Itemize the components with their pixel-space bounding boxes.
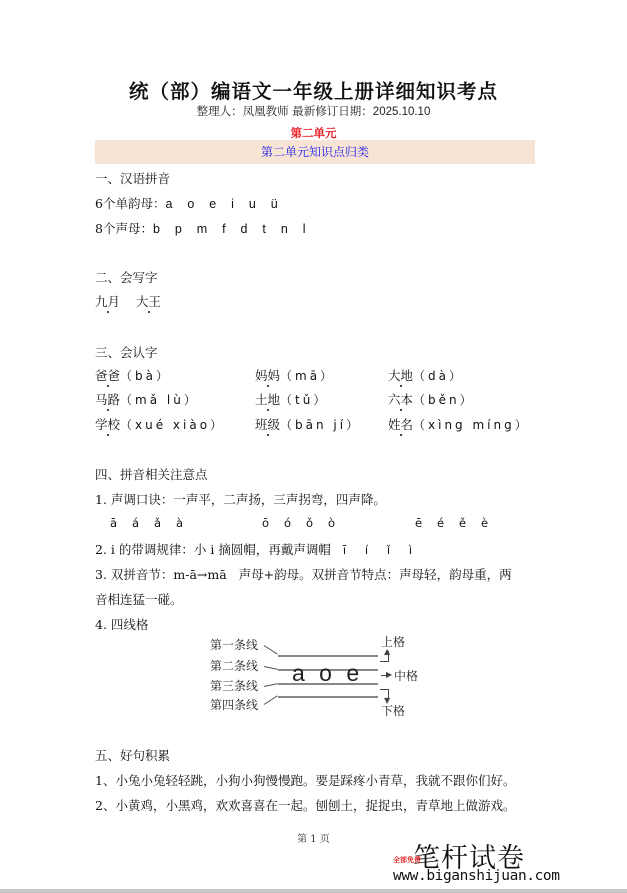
recognize-word: 大地 xyxy=(388,368,414,383)
recognize-word: 班级 xyxy=(255,417,281,432)
section-heading-notes: 四、拼音相关注意点 xyxy=(95,467,208,482)
sentence-item-1: 1、小兔小兔轻轻跳，小狗小狗慢慢跑。要是踩疼小青草，我就不跟你们好。 xyxy=(95,773,516,788)
recognize-pinyin: （bān jí） xyxy=(280,418,362,432)
recognize-word: 学校 xyxy=(95,417,121,432)
document-subtitle xyxy=(0,103,627,119)
tone-mark: à xyxy=(176,516,184,530)
upper-cell-label: 上格 xyxy=(381,635,406,649)
recognize-item xyxy=(95,415,225,433)
guide-line-1 xyxy=(278,655,378,657)
write-word-2: 大王 xyxy=(136,294,162,309)
tone-mark: ǐ xyxy=(386,543,391,557)
tone-mark: ǒ xyxy=(306,516,314,530)
line-label-4: 第四条线 xyxy=(210,698,259,712)
watermark-url[interactable]: www.biganshijuan.com xyxy=(393,868,560,884)
tone-mark: ē xyxy=(415,516,423,530)
initials-label: 8个声母： xyxy=(95,221,153,236)
lower-cell-label: 下格 xyxy=(381,704,406,718)
watermark-brand: 笔杆试卷 xyxy=(413,843,525,874)
recognize-pinyin: （xìng míng） xyxy=(413,418,530,432)
guide-line-4 xyxy=(278,696,378,698)
tone-mark: ō xyxy=(262,516,270,530)
initials-line xyxy=(95,219,306,237)
recognize-pinyin: （mǎ lù） xyxy=(120,393,199,407)
section-heading-pinyin: 一、汉语拼音 xyxy=(95,171,171,186)
line-label-3: 第三条线 xyxy=(210,679,259,693)
leader-line xyxy=(264,666,278,670)
leader-line xyxy=(264,683,278,687)
tone-mark: ó xyxy=(284,516,292,530)
double-syllable-line1: 3. 双拼音节：m-ā→mā 声母+韵母。双拼音节特点：声母轻，韵母重，两 xyxy=(95,567,512,582)
line-label-1: 第一条线 xyxy=(210,638,259,652)
tone-rhyme: 1. 声调口诀：一声平，二声扬，三声拐弯，四声降。 xyxy=(95,492,386,507)
initials-list: b p m f d t n l xyxy=(152,222,306,236)
recognize-word: 六本 xyxy=(388,392,414,407)
write-words xyxy=(95,292,161,310)
tone-mark: ī xyxy=(342,543,347,557)
tone-mark: ì xyxy=(408,543,413,557)
tone-mark: í xyxy=(364,543,369,557)
recognize-item xyxy=(388,415,530,433)
recognize-item xyxy=(255,366,335,384)
write-word-1: 九月 xyxy=(95,294,121,309)
middle-cell-label: 中格 xyxy=(394,669,419,683)
sentence-item-2: 2、小黄鸡，小黑鸡，欢欢喜喜在一起。刨刨土，捉捉虫，青草地上做游戏。 xyxy=(95,798,516,813)
double-syllable-line2: 音相连猛一碰。 xyxy=(95,592,183,607)
sample-letters: a o e xyxy=(292,660,360,686)
leader-line xyxy=(264,645,278,655)
recognize-pinyin: （mā） xyxy=(280,369,336,383)
section-heading-sentences: 五、好句积累 xyxy=(95,748,171,763)
document-title: 统（部）编语文一年级上册详细知识考点 xyxy=(128,80,498,103)
subtitle-author: 整理人：凤凰教师 最新修订日期： xyxy=(196,104,373,118)
recognize-item xyxy=(255,390,328,408)
i-tone-rule-text: 2. i 的带调规律：小 i 摘圆帽，再戴声调帽 xyxy=(95,542,331,557)
revision-date: 2025.10.10 xyxy=(372,106,431,118)
vowels-list: a o e i u ü xyxy=(165,197,278,211)
unit-heading: 第二单元 xyxy=(290,126,337,140)
arrow-down-icon: ▼ xyxy=(384,696,391,705)
recognize-item xyxy=(95,366,171,384)
recognize-pinyin: （dà） xyxy=(413,369,464,383)
tone-mark: ò xyxy=(328,516,336,530)
recognize-pinyin: （bà） xyxy=(120,369,171,383)
bottom-bar xyxy=(0,889,627,893)
tones-o xyxy=(262,515,350,530)
recognize-pinyin: （běn） xyxy=(413,393,475,407)
recognize-pinyin: （tǔ） xyxy=(280,393,329,407)
recognize-word: 马路 xyxy=(95,392,121,407)
leader-line xyxy=(264,695,278,705)
tone-mark: è xyxy=(481,516,489,530)
section-banner: 第二单元知识点归类 xyxy=(95,140,535,164)
i-tone-rule xyxy=(95,540,431,558)
arrow-right-icon: ▶ xyxy=(386,670,393,679)
recognize-word: 爸爸 xyxy=(95,368,121,383)
recognize-pinyin: （xué xiào） xyxy=(120,418,226,432)
page-number: 第 1 页 xyxy=(297,834,330,845)
recognize-item xyxy=(388,390,475,408)
arrow-up-icon: ▲ xyxy=(384,647,391,656)
tone-mark: á xyxy=(132,516,140,530)
recognize-item xyxy=(255,415,361,433)
tones-a xyxy=(110,515,198,530)
recognize-item xyxy=(388,366,464,384)
recognize-word: 土地 xyxy=(255,392,281,407)
vowels-label: 6个单韵母： xyxy=(95,196,166,211)
four-line-heading: 4. 四线格 xyxy=(95,617,149,632)
tone-mark: ě xyxy=(459,516,467,530)
recognize-word: 姓名 xyxy=(388,417,414,432)
vowels-line xyxy=(95,194,278,212)
recognize-word: 妈妈 xyxy=(255,368,281,383)
recognize-item xyxy=(95,390,199,408)
tone-mark: é xyxy=(437,516,445,530)
line-label-2: 第二条线 xyxy=(210,659,259,673)
section-heading-write: 二、会写字 xyxy=(95,270,158,285)
section-heading-recognize: 三、会认字 xyxy=(95,345,158,360)
tones-e xyxy=(415,515,503,530)
tone-mark: ǎ xyxy=(154,516,162,530)
tone-mark: ā xyxy=(110,516,118,530)
watermark-badge: 全部免费 xyxy=(393,856,421,864)
